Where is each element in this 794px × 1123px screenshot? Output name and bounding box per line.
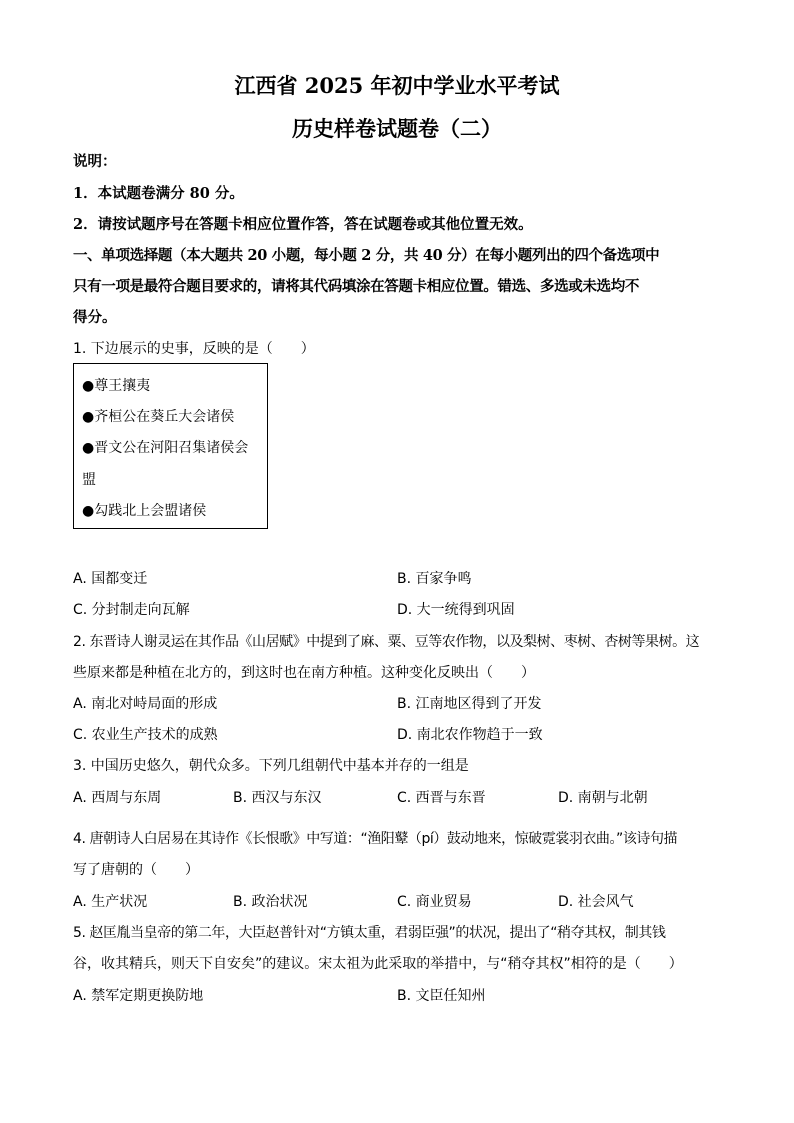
exam-subtitle: 历史样卷试题卷（二） <box>292 116 502 141</box>
section-heading-line3: 得分。 <box>73 309 117 326</box>
question-1-stem: 1. 下边展示的史事，反映的是（ ） <box>73 341 315 357</box>
instruction-2: 2．请按试题序号在答题卡相应位置作答，答在试题卷或其他位置无效。 <box>73 216 533 233</box>
section-heading-line2: 只有一项是最符合题目要求的，请将其代码填涂在答题卡相应位置。错选、多选或未选均不 <box>73 278 639 295</box>
question-4-stem-line1: 4. 唐朝诗人白居易在其诗作《长恨歌》中写道：“渔阳鼙（pí）鼓动地来，惊破霓裳羽衣曲。”该诗句描 <box>73 831 678 847</box>
material-item: ●勾践北上会盟诸侯 <box>82 503 207 519</box>
section-heading-line1: 一、单项选择题（本大题共 20 小题，每小题 2 分，共 40 分）在每小题列出的四个备选项中 <box>73 247 660 264</box>
question-4-option-a: A. 生产状况 <box>73 894 148 910</box>
question-3-option-b: B. 西汉与东汉 <box>233 790 322 806</box>
exam-title: 江西省 2025 年初中学业水平考试 <box>234 73 560 98</box>
question-4-option-b: B. 政治状况 <box>233 894 308 910</box>
question-2-option-c: C. 农业生产技术的成熟 <box>73 727 218 743</box>
question-5-option-a: A. 禁军定期更换防地 <box>73 988 204 1004</box>
question-5-stem-line1: 5. 赵匡胤当皇帝的第二年，大臣赵普针对“方镇太重，君弱臣强”的状况，提出了“稍夺其权，制其钱 <box>73 925 666 941</box>
question-3-option-a: A. 西周与东周 <box>73 790 162 806</box>
question-1-option-b: B. 百家争鸣 <box>397 571 472 587</box>
material-item: ●晋文公在河阳召集诸侯会 <box>82 440 249 456</box>
question-2-option-b: B. 江南地区得到了开发 <box>397 696 542 712</box>
question-2-option-a: A. 南北对峙局面的形成 <box>73 696 218 712</box>
question-5-stem-line2: 谷，收其精兵，则天下自安矣”的建议。宋太祖为此采取的举措中，与“稍夺其权”相符的是（ ） <box>73 956 683 972</box>
material-item: 盟 <box>82 472 96 488</box>
question-3-option-d: D. 南朝与北朝 <box>558 790 648 806</box>
question-2-stem-line2: 些原来都是种植在北方的，到这时也在南方种植。这种变化反映出（ ） <box>73 665 535 681</box>
question-1-material-box <box>73 363 268 529</box>
question-3-stem: 3. 中国历史悠久，朝代众多。下列几组朝代中基本并存的一组是 <box>73 758 469 774</box>
question-1-option-c: C. 分封制走向瓦解 <box>73 602 190 618</box>
question-1-option-d: D. 大一统得到巩固 <box>397 602 515 618</box>
instructions-heading: 说明： <box>73 153 117 170</box>
instruction-1: 1．本试题卷满分 80 分。 <box>73 185 244 202</box>
question-4-option-d: D. 社会风气 <box>558 894 634 910</box>
material-item: ●齐桓公在葵丘大会诸侯 <box>82 409 235 425</box>
question-4-option-c: C. 商业贸易 <box>397 894 472 910</box>
question-4-stem-line2: 写了唐朝的（ ） <box>73 862 199 878</box>
question-1-option-a: A. 国都变迁 <box>73 571 148 587</box>
material-item: ●尊王攘夷 <box>82 378 151 394</box>
question-2-option-d: D. 南北农作物趋于一致 <box>397 727 543 743</box>
question-5-option-b: B. 文臣任知州 <box>397 988 486 1004</box>
question-3-option-c: C. 西晋与东晋 <box>397 790 486 806</box>
question-2-stem-line1: 2. 东晋诗人谢灵运在其作品《山居赋》中提到了麻、粟、豆等农作物，以及梨树、枣树、杏树等果树。这 <box>73 634 700 650</box>
